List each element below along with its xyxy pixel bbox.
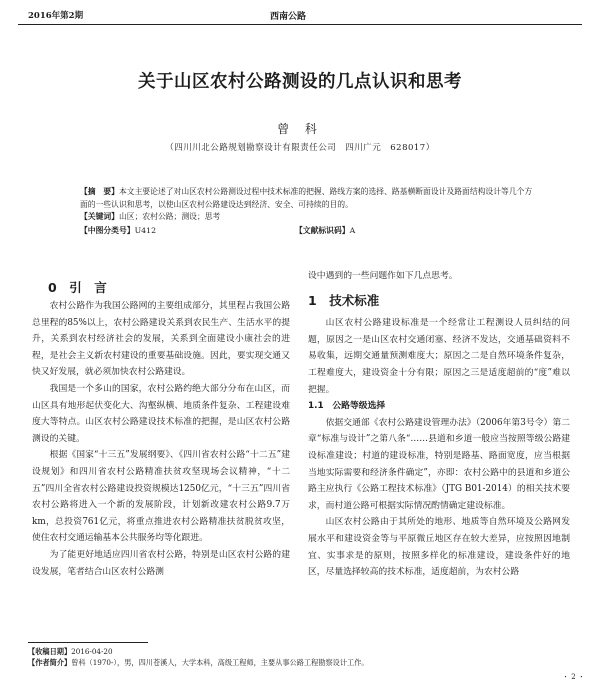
footnote-received [28,646,588,657]
footnote-label: 【收稿日期】 [28,647,72,656]
doc-code-value: A [349,226,356,235]
subsection-heading: 1.1 公路等级选择 [308,401,386,412]
footnote-text: 曾科（1970-），男，四川苍溪人，大学本科，高级工程师，主要从事公路工程勘察设计工作。 [71,658,369,667]
document-code [295,225,355,236]
section-1-heading: 1 技术标准 [308,292,380,308]
footnote-author-bio [28,657,588,668]
classification-value: U412 [134,226,157,235]
journal-name: 西南公路 [270,12,307,22]
paragraph: 根据《国家“十三五”发展纲要》、《四川省农村公路“十二五”建设规划》和四川省农村公路精准扶贫攻坚现场会议精神，“十二五”四川全省农村公路建设投资规模达1250亿元，“十三五”四川省农村公路将进入一个新的发展阶段，计划新改建农村公路9.7万km，总投资761亿元，将重点推进农村公路精准扶贫脱贫攻坚，使住农村交通运输基本公共服务均等化跟进。 [32,450,290,544]
running-header [0,6,600,26]
paragraph: 我国是一个多山的国家，农村公路约绝大部分分布在山区，而山区具有地形起伏变化大、沟壑纵横、地质条件复杂、工程建设难度大等特点。山区农村公路建设技术标准的把握，是山区农村公路测设的关键。 [32,383,290,444]
paragraph: 山区农村公路建设标准是一个经常让工程测设人员纠结的问题，原因之一是山区农村交通闭塞、经济不发达，交通基础资料不易收集，远期交通量预测难度大；原因之二是自然环境条件复杂，工程难度大，建设资金十分有限；原因之三是适度超前的“度”难以把握。 [308,318,570,395]
page-mark: ・ 2 ・ [562,673,585,681]
keywords-label: 【关键词】 [80,212,119,221]
footnote-text: 2016-04-20 [71,647,113,656]
paragraph: 山区农村公路由于其所处的地形、地质等自然环境及公路网发展水平和建设资金等与平原微丘地区存在较大差异，应按照因地制宜、实事求是的原则，按照多样化的标准建设，建设条件好的地区，尽量选择较高的技术标准，适度超前，为农村公路 [308,517,570,578]
issue-label: 2016年第2期 [28,11,84,21]
footnote-rule [28,642,148,643]
paper-title: 关于山区农村公路测设的几点认识和思考 [138,72,462,92]
keywords [80,211,535,222]
paragraph: 依据交通部《农村公路建设管理办法》（2006年第3号令）第二章“标准与设计”之第八条“……县道和乡道一般应当按照等级公路建设标准建设；村道的建设标准，特别是路基、路面宽度，应当根据当地实际需要和经济条件确定”，亦即：农村公路中的县道和乡道公路主应执行《公路工程技术标准》（JTG B01-2014）的相关技术要求，而村道公路可根据实际情况酌情确定建设标准。 [308,417,570,511]
footnote-label: 【作者简介】 [28,658,72,667]
header-rule [18,24,582,25]
abstract-label: 【摘 要】 [80,187,119,196]
classification-number [80,225,156,236]
paragraph: 农村公路作为我国公路网的主要组成部分，其里程占我国公路总里程的85%以上，农村公路建设关系到农民生产、生活水平的提升，关系到农村经济社会的发展，关系到全面建设小康社会的进程，是社会主义新农村建设的重要基础设施。因此，要实现交通又快又好发展，就必须加快农村公路建设。 [32,301,290,378]
left-column [32,298,290,580]
paragraph-continued: 设中遇到的一些问题作如下几点思考。 [308,271,458,281]
keywords-text: 山区；农村公路；测设；思考 [118,212,221,221]
abstract [80,185,535,211]
abstract-text: 本文主要论述了对山区农村公路测设过程中技术标准的把握、路线方案的选择、路基横断面设计及路面结构设计等几个方面的一些认识和思考，以使山区农村公路建设达到经济、安全、可持续的目的。 [80,187,533,209]
right-column [308,268,570,581]
classification-label: 【中图分类号】 [80,226,135,235]
section-0-heading: 0 引 言 [48,280,107,295]
author-affiliation: （四川川北公路规划勘察设计有限责任公司 四川广元 628017） [165,143,435,153]
paragraph: 为了能更好地适应四川省农村公路，特别是山区农村公路的建设发展，笔者结合山区农村公路测 [32,549,290,577]
doc-code-label: 【文献标识码】 [295,226,350,235]
author-name: 曾 科 [277,122,323,136]
